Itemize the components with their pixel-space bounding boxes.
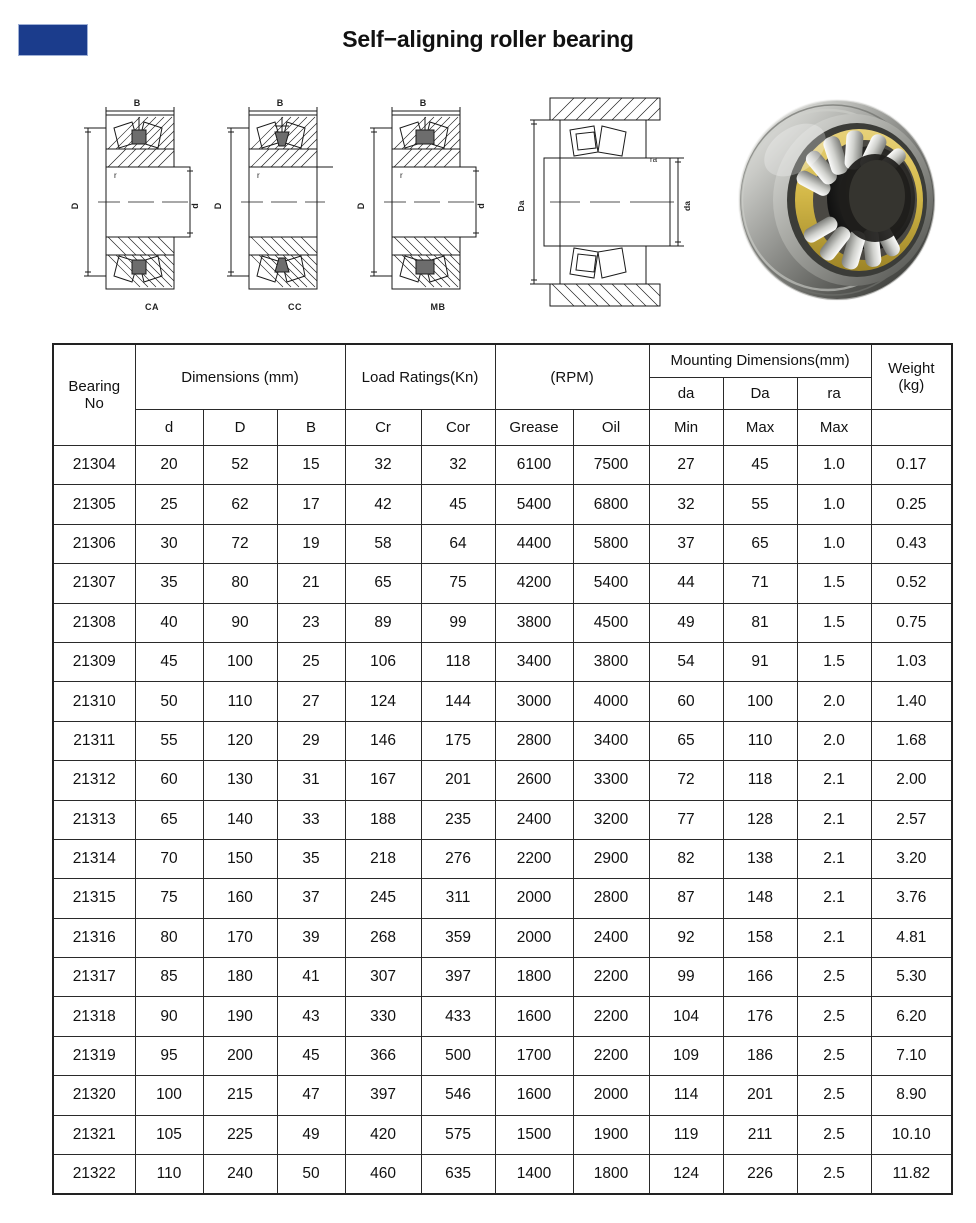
table-row xyxy=(53,879,952,918)
cell-grease: 1400 xyxy=(495,1155,573,1195)
cell-B: 33 xyxy=(277,800,345,839)
cell-Cor: 311 xyxy=(421,879,495,918)
table-row xyxy=(53,721,952,760)
svg-text:da: da xyxy=(682,201,692,211)
mounting-dimensions-diagram xyxy=(510,88,700,316)
cell-ra-max: 1.0 xyxy=(797,446,871,485)
svg-text:B: B xyxy=(276,98,284,108)
cell-weight: 3.20 xyxy=(871,839,952,878)
table-row xyxy=(53,564,952,603)
cell-ra-max: 1.5 xyxy=(797,603,871,642)
cell-oil: 2200 xyxy=(573,1036,649,1075)
table-row xyxy=(53,1076,952,1115)
cell-d: 75 xyxy=(135,879,203,918)
cell-Da-max: 81 xyxy=(723,603,797,642)
cell-weight: 4.81 xyxy=(871,918,952,957)
cell-oil: 1900 xyxy=(573,1115,649,1154)
cell-oil: 2200 xyxy=(573,958,649,997)
cell-d: 105 xyxy=(135,1115,203,1154)
cell-ra-max: 1.0 xyxy=(797,524,871,563)
cell-grease: 3400 xyxy=(495,642,573,681)
cell-bearing-no: 21315 xyxy=(53,879,135,918)
cell-D: 180 xyxy=(203,958,277,997)
cell-ra-max: 2.5 xyxy=(797,1036,871,1075)
cell-grease: 1600 xyxy=(495,997,573,1036)
cell-weight: 1.03 xyxy=(871,642,952,681)
svg-text:Da: Da xyxy=(516,200,526,212)
cell-grease: 4400 xyxy=(495,524,573,563)
cell-Da-max: 148 xyxy=(723,879,797,918)
cell-ra-max: 2.5 xyxy=(797,1076,871,1115)
table-row xyxy=(53,1036,952,1075)
cell-bearing-no: 21317 xyxy=(53,958,135,997)
cell-d: 100 xyxy=(135,1076,203,1115)
cell-Da-max: 71 xyxy=(723,564,797,603)
cell-grease: 3000 xyxy=(495,682,573,721)
cell-B: 15 xyxy=(277,446,345,485)
cell-Cor: 201 xyxy=(421,761,495,800)
header-rpm-group: (RPM) xyxy=(495,344,649,410)
cell-oil: 3200 xyxy=(573,800,649,839)
cell-da-min: 114 xyxy=(649,1076,723,1115)
cell-da-min: 27 xyxy=(649,446,723,485)
cell-d: 20 xyxy=(135,446,203,485)
cell-D: 80 xyxy=(203,564,277,603)
cell-da-min: 44 xyxy=(649,564,723,603)
cell-grease: 1800 xyxy=(495,958,573,997)
cell-da-min: 49 xyxy=(649,603,723,642)
cell-grease: 3800 xyxy=(495,603,573,642)
cell-grease: 1700 xyxy=(495,1036,573,1075)
cell-B: 43 xyxy=(277,997,345,1036)
table-row xyxy=(53,682,952,721)
cell-Cr: 307 xyxy=(345,958,421,997)
table-row xyxy=(53,603,952,642)
cell-D: 140 xyxy=(203,800,277,839)
cell-Da-max: 110 xyxy=(723,721,797,760)
cell-da-min: 77 xyxy=(649,800,723,839)
cell-da-min: 37 xyxy=(649,524,723,563)
cell-grease: 6100 xyxy=(495,446,573,485)
cell-grease: 2600 xyxy=(495,761,573,800)
cell-grease: 2200 xyxy=(495,839,573,878)
header-bearing-no-line2: No xyxy=(84,395,104,412)
cell-Cr: 32 xyxy=(345,446,421,485)
cell-Cr: 106 xyxy=(345,642,421,681)
header-dimensions-group: Dimensions (mm) xyxy=(135,344,345,410)
cell-d: 55 xyxy=(135,721,203,760)
cell-ra-max: 2.5 xyxy=(797,958,871,997)
figure-caption-mb: MB xyxy=(430,302,446,312)
cell-d: 95 xyxy=(135,1036,203,1075)
header-mount-ra: ra xyxy=(797,377,871,409)
cell-D: 72 xyxy=(203,524,277,563)
cell-grease: 1500 xyxy=(495,1115,573,1154)
table-row xyxy=(53,1155,952,1195)
cell-d: 85 xyxy=(135,958,203,997)
cell-Cor: 235 xyxy=(421,800,495,839)
cell-D: 190 xyxy=(203,997,277,1036)
cell-D: 160 xyxy=(203,879,277,918)
cell-Da-max: 158 xyxy=(723,918,797,957)
cell-d: 90 xyxy=(135,997,203,1036)
cell-Cor: 433 xyxy=(421,997,495,1036)
cell-da-min: 87 xyxy=(649,879,723,918)
table-row xyxy=(53,800,952,839)
cell-bearing-no: 21311 xyxy=(53,721,135,760)
cell-d: 50 xyxy=(135,682,203,721)
cell-weight: 0.52 xyxy=(871,564,952,603)
table-row xyxy=(53,1115,952,1154)
svg-text:B: B xyxy=(133,98,141,108)
cell-d: 60 xyxy=(135,761,203,800)
header-mount-da: da xyxy=(649,377,723,409)
cell-bearing-no: 21307 xyxy=(53,564,135,603)
cell-bearing-no: 21310 xyxy=(53,682,135,721)
cell-D: 215 xyxy=(203,1076,277,1115)
cell-bearing-no: 21318 xyxy=(53,997,135,1036)
cell-grease: 2000 xyxy=(495,918,573,957)
header-col-oil: Oil xyxy=(573,410,649,446)
cell-da-min: 104 xyxy=(649,997,723,1036)
cell-Cor: 118 xyxy=(421,642,495,681)
header-col-grease: Grease xyxy=(495,410,573,446)
cell-da-min: 60 xyxy=(649,682,723,721)
cell-Da-max: 65 xyxy=(723,524,797,563)
cell-bearing-no: 21321 xyxy=(53,1115,135,1154)
cell-grease: 5400 xyxy=(495,485,573,524)
cell-D: 150 xyxy=(203,839,277,878)
header-col-da-min: Min xyxy=(649,410,723,446)
svg-text:D: D xyxy=(70,202,80,210)
svg-text:D: D xyxy=(356,202,366,210)
header-col-weight-blank xyxy=(871,410,952,446)
cell-weight: 0.43 xyxy=(871,524,952,563)
cell-bearing-no: 21319 xyxy=(53,1036,135,1075)
cell-Cr: 245 xyxy=(345,879,421,918)
table-header xyxy=(53,344,952,446)
cell-weight: 10.10 xyxy=(871,1115,952,1154)
cell-d: 25 xyxy=(135,485,203,524)
table-row xyxy=(53,446,952,485)
cell-Cor: 500 xyxy=(421,1036,495,1075)
cell-oil: 4500 xyxy=(573,603,649,642)
cell-da-min: 109 xyxy=(649,1036,723,1075)
table-row xyxy=(53,761,952,800)
cell-bearing-no: 21306 xyxy=(53,524,135,563)
cell-Cor: 575 xyxy=(421,1115,495,1154)
cell-Da-max: 128 xyxy=(723,800,797,839)
cell-Cor: 276 xyxy=(421,839,495,878)
table-row xyxy=(53,642,952,681)
cell-Da-max: 55 xyxy=(723,485,797,524)
cell-grease: 4200 xyxy=(495,564,573,603)
cell-oil: 7500 xyxy=(573,446,649,485)
cell-Da-max: 118 xyxy=(723,761,797,800)
cell-D: 110 xyxy=(203,682,277,721)
cell-B: 37 xyxy=(277,879,345,918)
cell-grease: 2400 xyxy=(495,800,573,839)
cell-B: 39 xyxy=(277,918,345,957)
svg-text:d: d xyxy=(190,203,200,209)
cell-oil: 3400 xyxy=(573,721,649,760)
cell-Da-max: 45 xyxy=(723,446,797,485)
cell-Da-max: 226 xyxy=(723,1155,797,1195)
cell-bearing-no: 21309 xyxy=(53,642,135,681)
cell-weight: 5.30 xyxy=(871,958,952,997)
cell-D: 52 xyxy=(203,446,277,485)
header-bearing-no-line1: Bearing xyxy=(68,378,121,395)
cell-da-min: 72 xyxy=(649,761,723,800)
cell-weight: 2.57 xyxy=(871,800,952,839)
cell-Cr: 420 xyxy=(345,1115,421,1154)
cell-bearing-no: 21313 xyxy=(53,800,135,839)
cell-B: 17 xyxy=(277,485,345,524)
cell-da-min: 99 xyxy=(649,958,723,997)
table-row xyxy=(53,918,952,957)
cell-ra-max: 2.1 xyxy=(797,761,871,800)
cell-oil: 6800 xyxy=(573,485,649,524)
cell-ra-max: 1.5 xyxy=(797,642,871,681)
header-weight-group xyxy=(871,344,952,410)
cell-Cor: 144 xyxy=(421,682,495,721)
cell-Da-max: 166 xyxy=(723,958,797,997)
bearing-cross-section-mb xyxy=(348,88,528,316)
header-col-ra-max: Max xyxy=(797,410,871,446)
cell-grease: 1600 xyxy=(495,1076,573,1115)
cell-oil: 3300 xyxy=(573,761,649,800)
cell-Cor: 397 xyxy=(421,958,495,997)
cell-da-min: 32 xyxy=(649,485,723,524)
cell-B: 29 xyxy=(277,721,345,760)
cell-oil: 2200 xyxy=(573,997,649,1036)
cell-grease: 2800 xyxy=(495,721,573,760)
cell-d: 80 xyxy=(135,918,203,957)
cell-Da-max: 138 xyxy=(723,839,797,878)
header-weight-line1: Weight xyxy=(888,360,935,377)
cell-Da-max: 176 xyxy=(723,997,797,1036)
cell-Cr: 124 xyxy=(345,682,421,721)
cell-B: 27 xyxy=(277,682,345,721)
cell-bearing-no: 21312 xyxy=(53,761,135,800)
cell-Cor: 175 xyxy=(421,721,495,760)
cell-ra-max: 2.1 xyxy=(797,800,871,839)
cell-bearing-no: 21320 xyxy=(53,1076,135,1115)
cell-weight: 0.75 xyxy=(871,603,952,642)
cell-ra-max: 2.0 xyxy=(797,682,871,721)
header-col-d: d xyxy=(135,410,203,446)
cell-oil: 4000 xyxy=(573,682,649,721)
cell-Cor: 99 xyxy=(421,603,495,642)
svg-text:r: r xyxy=(114,171,117,180)
header-col-Cr: Cr xyxy=(345,410,421,446)
cell-B: 21 xyxy=(277,564,345,603)
cell-weight: 0.17 xyxy=(871,446,952,485)
cell-weight: 3.76 xyxy=(871,879,952,918)
header-col-Da-max: Max xyxy=(723,410,797,446)
cell-oil: 2900 xyxy=(573,839,649,878)
cell-oil: 2000 xyxy=(573,1076,649,1115)
cell-d: 45 xyxy=(135,642,203,681)
figure-caption-ca: CA xyxy=(145,302,159,312)
cell-Cor: 32 xyxy=(421,446,495,485)
cell-Da-max: 91 xyxy=(723,642,797,681)
cell-Cor: 64 xyxy=(421,524,495,563)
header-mounting-dimensions-group: Mounting Dimensions(mm) xyxy=(649,344,871,377)
cell-D: 62 xyxy=(203,485,277,524)
cell-bearing-no: 21308 xyxy=(53,603,135,642)
cell-d: 30 xyxy=(135,524,203,563)
cell-Cr: 460 xyxy=(345,1155,421,1195)
cell-Cr: 397 xyxy=(345,1076,421,1115)
cell-ra-max: 2.0 xyxy=(797,721,871,760)
cell-Cr: 188 xyxy=(345,800,421,839)
cell-Cor: 359 xyxy=(421,918,495,957)
cell-B: 23 xyxy=(277,603,345,642)
page-title: Self−aligning roller bearing xyxy=(342,26,634,52)
table-row xyxy=(53,997,952,1036)
cell-da-min: 124 xyxy=(649,1155,723,1195)
bearing-product-photo xyxy=(725,88,955,316)
svg-text:ra: ra xyxy=(650,155,658,164)
cell-Cr: 330 xyxy=(345,997,421,1036)
table-row xyxy=(53,485,952,524)
header-bearing-no xyxy=(53,344,135,446)
cell-d: 70 xyxy=(135,839,203,878)
cell-Cr: 42 xyxy=(345,485,421,524)
cell-ra-max: 2.5 xyxy=(797,997,871,1036)
cell-weight: 2.00 xyxy=(871,761,952,800)
cell-Cr: 218 xyxy=(345,839,421,878)
cell-oil: 2400 xyxy=(573,918,649,957)
cell-B: 35 xyxy=(277,839,345,878)
cell-bearing-no: 21304 xyxy=(53,446,135,485)
cell-D: 200 xyxy=(203,1036,277,1075)
cell-da-min: 92 xyxy=(649,918,723,957)
cell-Da-max: 186 xyxy=(723,1036,797,1075)
cell-bearing-no: 21314 xyxy=(53,839,135,878)
cell-Cr: 58 xyxy=(345,524,421,563)
cell-ra-max: 2.5 xyxy=(797,1115,871,1154)
cell-weight: 1.68 xyxy=(871,721,952,760)
cell-Da-max: 211 xyxy=(723,1115,797,1154)
cell-B: 19 xyxy=(277,524,345,563)
figure-strip xyxy=(0,88,976,316)
cell-B: 25 xyxy=(277,642,345,681)
cell-oil: 5400 xyxy=(573,564,649,603)
cell-weight: 7.10 xyxy=(871,1036,952,1075)
cell-bearing-no: 21305 xyxy=(53,485,135,524)
cell-ra-max: 2.1 xyxy=(797,918,871,957)
cell-Cr: 65 xyxy=(345,564,421,603)
cell-B: 41 xyxy=(277,958,345,997)
header-mount-Da: Da xyxy=(723,377,797,409)
cell-D: 100 xyxy=(203,642,277,681)
bearing-specification-table xyxy=(52,343,953,1195)
cell-da-min: 65 xyxy=(649,721,723,760)
table-row xyxy=(53,839,952,878)
cell-weight: 11.82 xyxy=(871,1155,952,1195)
cell-da-min: 119 xyxy=(649,1115,723,1154)
cell-Cor: 635 xyxy=(421,1155,495,1195)
cell-ra-max: 2.1 xyxy=(797,879,871,918)
cell-Cr: 268 xyxy=(345,918,421,957)
cell-bearing-no: 21322 xyxy=(53,1155,135,1195)
cell-weight: 6.20 xyxy=(871,997,952,1036)
svg-text:B: B xyxy=(419,98,427,108)
cell-Cor: 75 xyxy=(421,564,495,603)
cell-oil: 1800 xyxy=(573,1155,649,1195)
header-col-Cor: Cor xyxy=(421,410,495,446)
figure-caption-cc: CC xyxy=(288,302,302,312)
cell-da-min: 82 xyxy=(649,839,723,878)
cell-d: 40 xyxy=(135,603,203,642)
svg-text:D: D xyxy=(213,202,223,210)
header-weight-line2: (kg) xyxy=(898,377,925,394)
cell-Da-max: 201 xyxy=(723,1076,797,1115)
cell-D: 130 xyxy=(203,761,277,800)
svg-text:r: r xyxy=(257,171,260,180)
cell-D: 90 xyxy=(203,603,277,642)
cell-Cr: 366 xyxy=(345,1036,421,1075)
cell-d: 65 xyxy=(135,800,203,839)
cell-D: 120 xyxy=(203,721,277,760)
cell-B: 31 xyxy=(277,761,345,800)
cell-ra-max: 1.5 xyxy=(797,564,871,603)
cell-weight: 0.25 xyxy=(871,485,952,524)
cell-oil: 3800 xyxy=(573,642,649,681)
cell-Cor: 45 xyxy=(421,485,495,524)
cell-grease: 2000 xyxy=(495,879,573,918)
table-body xyxy=(53,446,952,1195)
cell-B: 45 xyxy=(277,1036,345,1075)
cell-weight: 8.90 xyxy=(871,1076,952,1115)
cell-da-min: 54 xyxy=(649,642,723,681)
cell-D: 170 xyxy=(203,918,277,957)
header-col-B: B xyxy=(277,410,345,446)
cell-B: 47 xyxy=(277,1076,345,1115)
cell-ra-max: 1.0 xyxy=(797,485,871,524)
table-row xyxy=(53,524,952,563)
header-load-ratings-group: Load Ratings(Kn) xyxy=(345,344,495,410)
header-col-D: D xyxy=(203,410,277,446)
cell-B: 49 xyxy=(277,1115,345,1154)
svg-text:d: d xyxy=(476,203,486,209)
cell-ra-max: 2.1 xyxy=(797,839,871,878)
cell-D: 240 xyxy=(203,1155,277,1195)
cell-oil: 2800 xyxy=(573,879,649,918)
cell-bearing-no: 21316 xyxy=(53,918,135,957)
cell-oil: 5800 xyxy=(573,524,649,563)
cell-weight: 1.40 xyxy=(871,682,952,721)
cell-Da-max: 100 xyxy=(723,682,797,721)
cell-D: 225 xyxy=(203,1115,277,1154)
cell-ra-max: 2.5 xyxy=(797,1155,871,1195)
cell-Cr: 89 xyxy=(345,603,421,642)
cell-Cr: 146 xyxy=(345,721,421,760)
cell-d: 110 xyxy=(135,1155,203,1195)
cell-Cor: 546 xyxy=(421,1076,495,1115)
cell-Cr: 167 xyxy=(345,761,421,800)
cell-d: 35 xyxy=(135,564,203,603)
svg-text:r: r xyxy=(400,171,403,180)
table-row xyxy=(53,958,952,997)
cell-B: 50 xyxy=(277,1155,345,1195)
